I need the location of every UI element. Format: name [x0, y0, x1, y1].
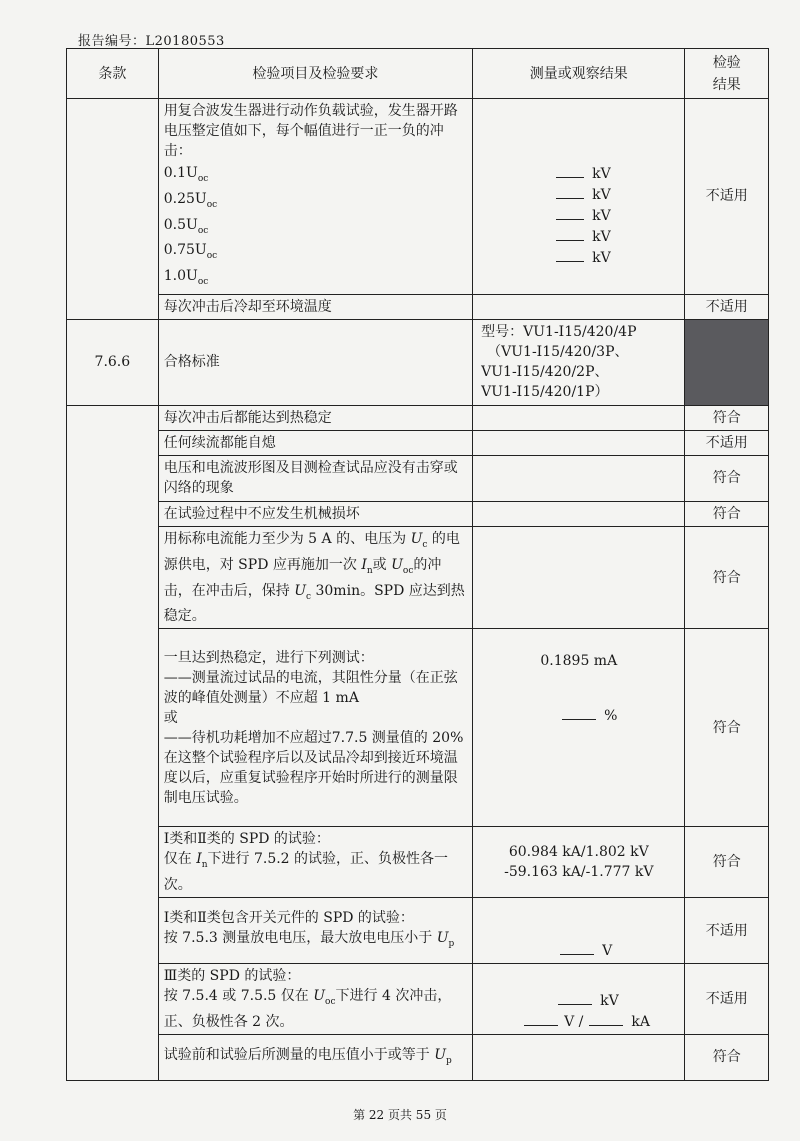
requirement-cell: 任何续流都能自熄: [158, 430, 472, 455]
header-measurement: 测量或观察结果: [473, 49, 685, 99]
table-row: [67, 99, 769, 295]
verdict-cell: 符合: [685, 827, 769, 898]
requirement-cell: 每次冲击后冷却至环境温度: [158, 294, 472, 319]
header-item: 检验项目及检验要求: [158, 49, 472, 99]
requirement-cell: 电压和电流波形图及目测检查试品应没有击穿或闪络的现象: [158, 455, 472, 501]
requirement-cell: Ⅰ类和Ⅱ类包含开关元件的 SPD 的试验： 按 7.5.3 测量放电电压，最大放电电压小于 $U_p$: [158, 898, 472, 964]
measurement-cell: [473, 827, 685, 898]
requirement-cell: 合格标准: [158, 319, 472, 405]
page-number: 第 22 页共 55 页: [353, 1108, 447, 1122]
level-row: $0.25U_{oc}$: [163, 190, 218, 210]
table-row: [67, 629, 769, 827]
measurement-cell: kV V / kA: [473, 964, 685, 1035]
verdict-cell: 符合: [685, 501, 769, 526]
level-row: $0.5U_{oc}$: [163, 216, 209, 236]
requirement-cell: 试验前和试验后所测量的电压值小于或等于 $U_p$: [158, 1034, 472, 1080]
level-row: $0.75U_{oc}$: [163, 242, 218, 262]
table-row: [67, 405, 769, 430]
verdict-cell: 符合: [685, 526, 769, 628]
requirement-cell: 每次冲击后都能达到热稳定: [158, 405, 472, 430]
requirement-cell: 用标称电流能力至少为 5 A 的、电压为 $U_c$ 的电源供电，对 SPD 应再施加一次 $I_n$或 $U_{oc}$的冲击，在冲击后，保持 $U_c$ 30min。SPD 应达到热稳定。: [158, 526, 472, 628]
table-row: [67, 455, 769, 501]
table-row: [67, 827, 769, 898]
clause-cell: 7.6.6: [67, 319, 159, 405]
table-row: [67, 964, 769, 1035]
verdict-cell: 不适用: [685, 964, 769, 1035]
model-line: 型号：VU1-I15/420/4P: [481, 324, 637, 341]
measurement-cell: [473, 455, 685, 501]
measurement-cell: [473, 430, 685, 455]
result-positive: 60.984 kA/1.802 kV: [508, 844, 649, 861]
model-line: VU1-I15/420/2P、: [481, 364, 609, 381]
verdict-cell: 符合: [685, 455, 769, 501]
table-row: [67, 294, 769, 319]
current-result: 0.1895 mA: [540, 653, 618, 670]
requirement-text: 用复合波发生器进行动作负载试验，发生器开路电压整定值如下，每个幅值进行一正一负的冲击：: [163, 103, 458, 159]
report-number: 报告编号：L20180553: [78, 34, 225, 49]
verdict-cell: 符合: [685, 405, 769, 430]
measurement-cell: kV kV kV kV kV: [473, 99, 685, 295]
measurement-cell: [473, 294, 685, 319]
verdict-cell: 不适用: [685, 99, 769, 295]
level-row: $1.0U_{oc}$: [163, 268, 209, 287]
clause-cell: [67, 405, 159, 1080]
verdict-cell: 不适用: [685, 430, 769, 455]
result-negative: -59.163 kA/-1.777 kV: [504, 864, 654, 881]
table-row: [67, 526, 769, 628]
requirement-cell: Ⅲ类的 SPD 的试验： 按 7.5.4 或 7.5.5 仅在 $U_{oc}$下进行 4 次冲击，正、负极性各 2 次。: [158, 964, 472, 1035]
table-header-row: [67, 49, 769, 99]
verdict-cell: 不适用: [685, 294, 769, 319]
header-verdict: 检验 结果: [685, 49, 769, 99]
model-line: （VU1-I15/420/3P、: [487, 344, 629, 361]
verdict-cell: 符合: [685, 629, 769, 827]
shaded-verdict-cell: [685, 319, 769, 405]
measurement-cell: [473, 405, 685, 430]
verdict-cell: 符合: [685, 1034, 769, 1080]
measurement-cell: [473, 1034, 685, 1080]
measurement-cell: [473, 319, 685, 405]
requirement-cell: 一旦达到热稳定，进行下列测试： ——测量流过试品的电流，其阻性分量（在正弦波的峰值处测量）不应超 1 mA 或 ——待机功耗增加不应超过7.7.5 测量值的 20% 在这整个试验程序后以及试品冷却到接近环境温度以后，应重复试验程序开始时所进行的测量限制电压试验。: [158, 629, 472, 827]
requirement-cell: 在试验过程中不应发生机械损坏: [158, 501, 472, 526]
header-clause: 条款: [67, 49, 159, 99]
measurement-cell: V: [473, 898, 685, 964]
table-row: [67, 430, 769, 455]
level-row: $0.1U_{oc}$: [163, 165, 209, 184]
table-row: [67, 319, 769, 405]
requirement-cell: Ⅰ类和Ⅱ类的 SPD 的试验： 仅在 $I_n$下进行 7.5.2 的试验，正、负极性各一次。: [158, 827, 472, 898]
measurement-cell: [473, 526, 685, 628]
model-line: VU1-I15/420/1P）: [481, 384, 609, 401]
measurement-cell: 0.1895 mA %: [473, 629, 685, 827]
clause-cell: [67, 99, 159, 320]
table-row: [67, 898, 769, 964]
table-row: [67, 501, 769, 526]
requirement-cell: [158, 99, 472, 295]
verdict-cell: 不适用: [685, 898, 769, 964]
table-row: [67, 1034, 769, 1080]
inspection-table: [66, 48, 769, 1081]
measurement-cell: [473, 501, 685, 526]
